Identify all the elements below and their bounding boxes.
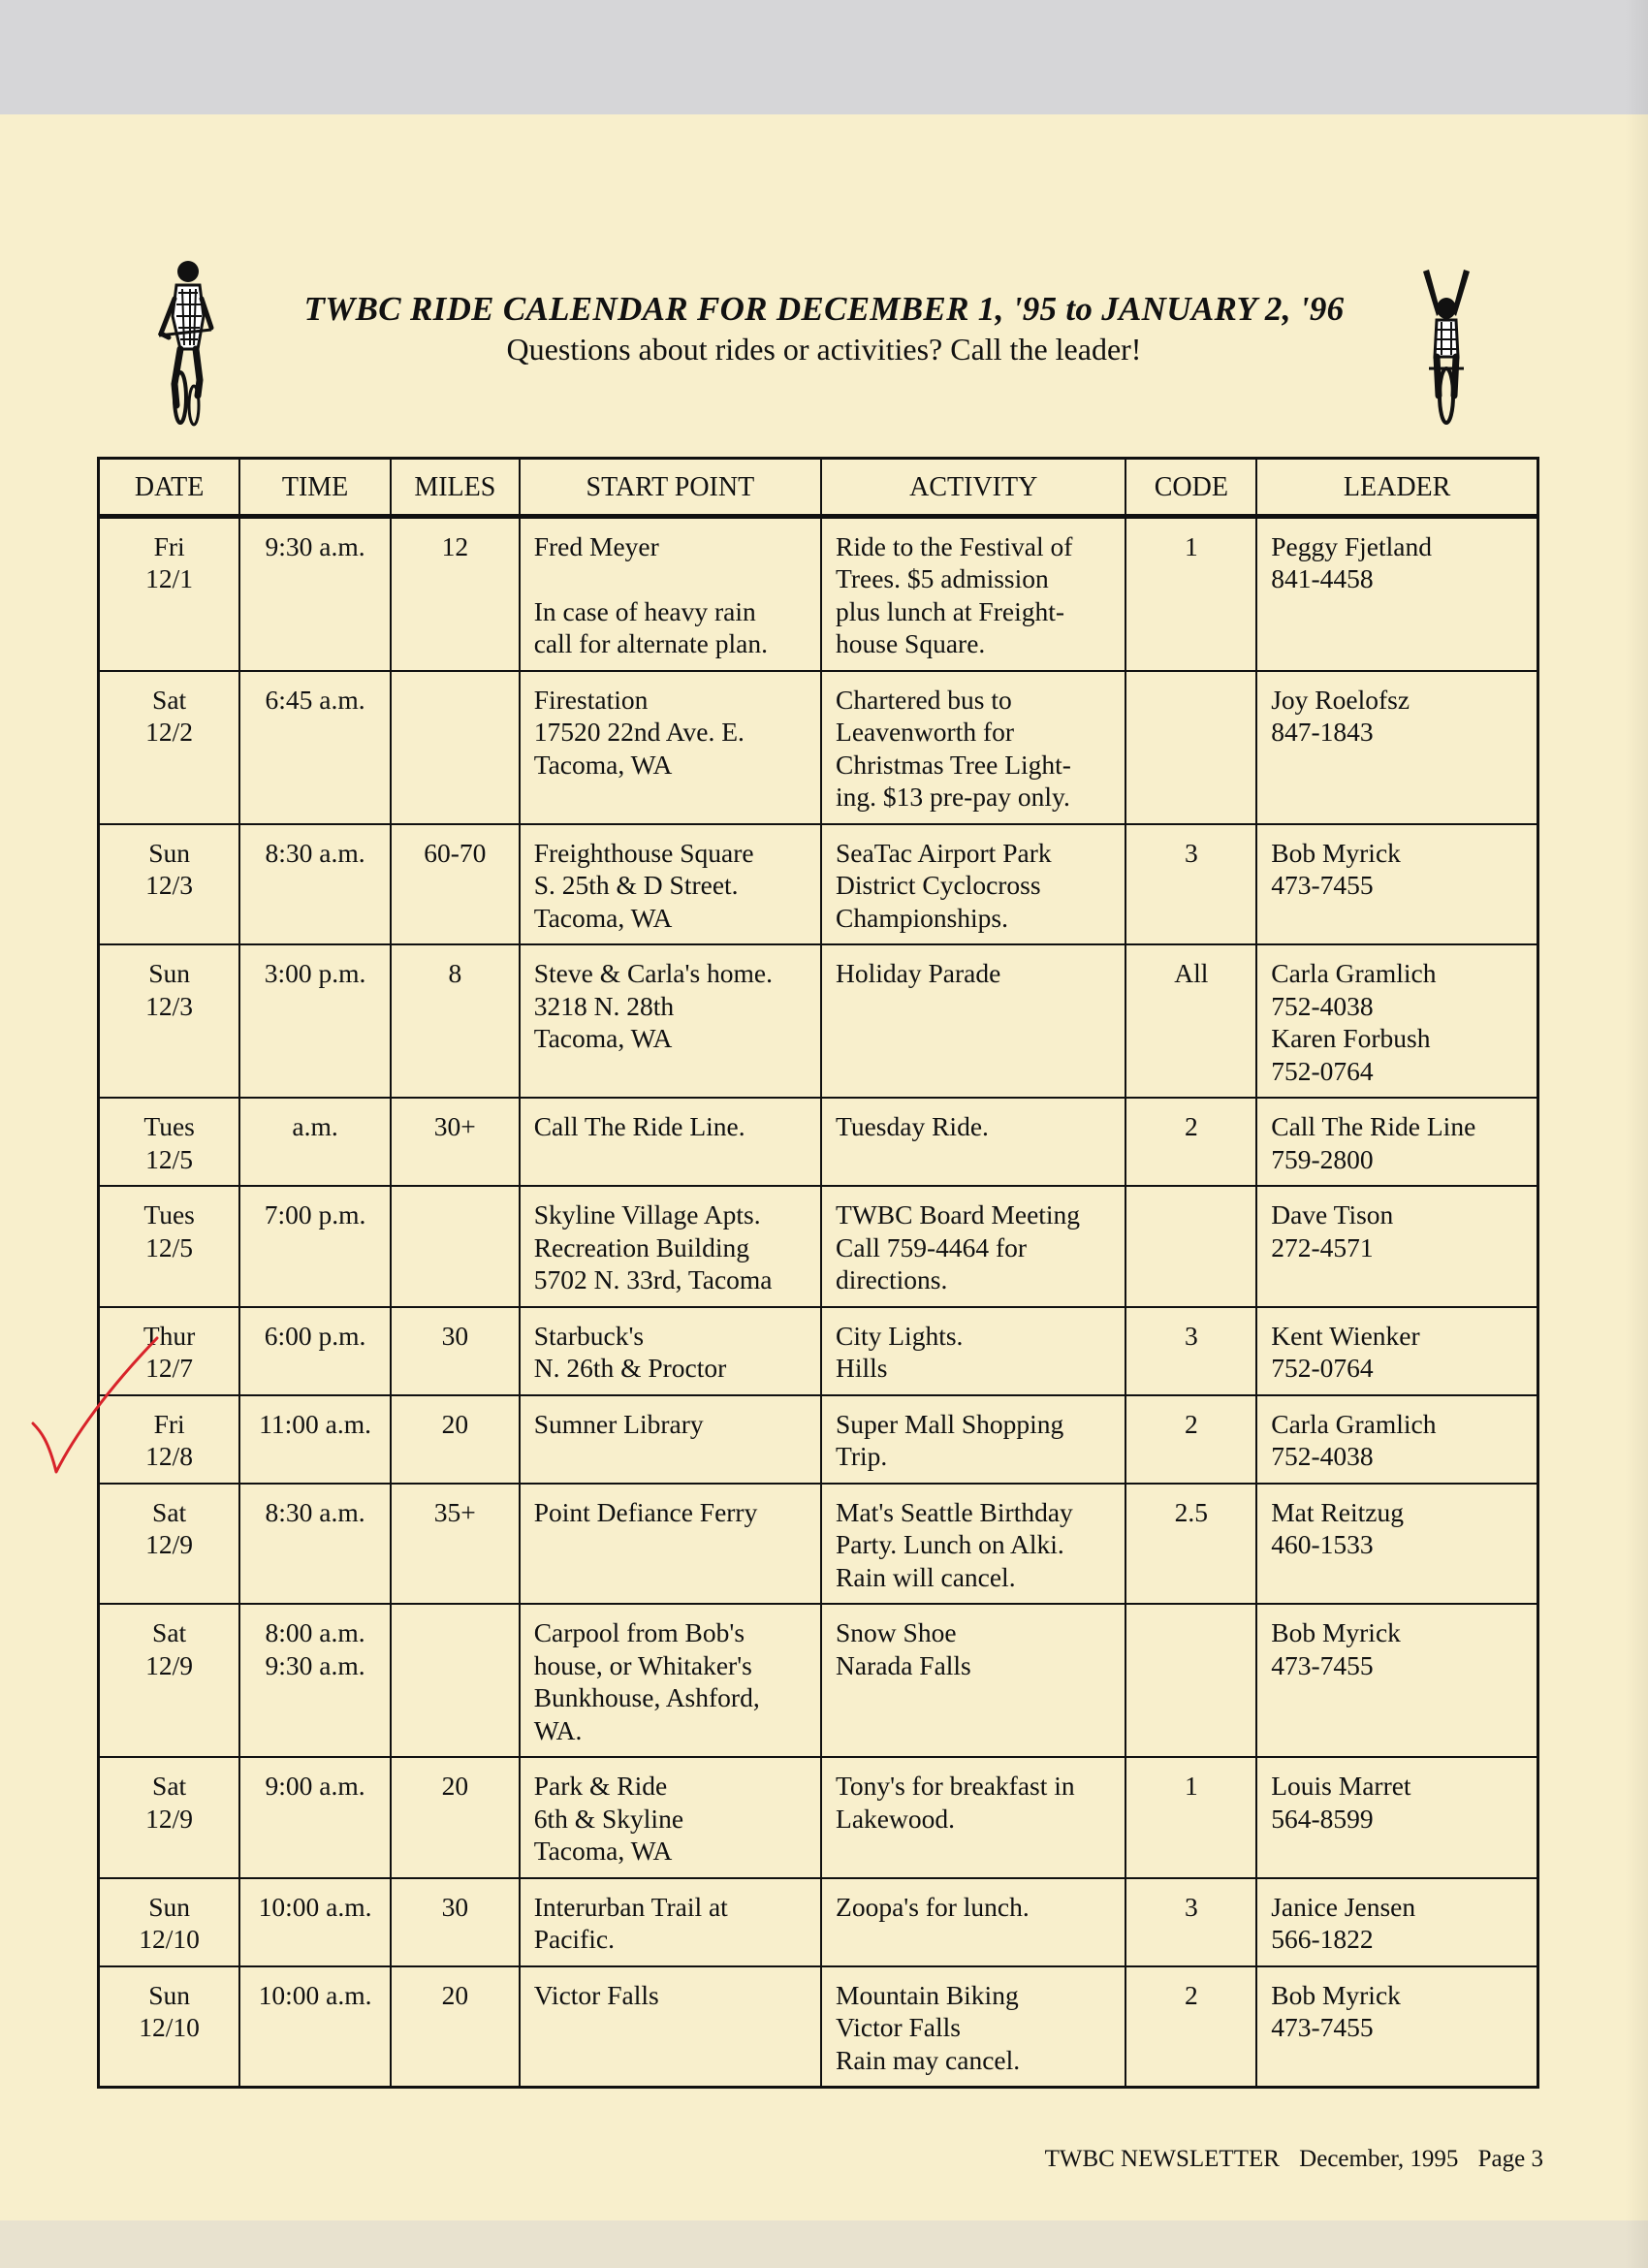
activity-cell: Mountain Biking Victor Falls Rain may cancel.: [821, 1966, 1125, 2088]
activity-cell: SeaTac Airport Park District Cyclocross Championships.: [821, 824, 1125, 945]
calendar-subtitle: Questions about rides or activities? Call the leader!: [506, 332, 1142, 367]
date-cell: Tues 12/5: [99, 1186, 240, 1307]
code-cell: 3: [1125, 824, 1256, 945]
column-header-miles: MILES: [391, 459, 520, 517]
date-cell: Fri 12/8: [99, 1395, 240, 1484]
miles-cell: [391, 671, 520, 824]
leader-cell: Joy Roelofsz 847-1843: [1256, 671, 1537, 824]
time-cell: 8:00 a.m. 9:30 a.m.: [239, 1604, 391, 1757]
ride-calendar-table: [97, 457, 1539, 2089]
activity-cell: Ride to the Festival of Trees. $5 admission plus lunch at Freight- house Square.: [821, 516, 1125, 671]
time-cell: 8:30 a.m.: [239, 824, 391, 945]
table-row: [99, 1484, 1538, 1605]
date-cell: Sat 12/9: [99, 1757, 240, 1878]
table-row: [99, 1878, 1538, 1966]
leader-cell: Bob Myrick 473-7455: [1256, 1604, 1537, 1757]
start-point-cell: Sumner Library: [520, 1395, 821, 1484]
miles-cell: 30: [391, 1307, 520, 1395]
activity-cell: Super Mall Shopping Trip.: [821, 1395, 1125, 1484]
miles-cell: 35+: [391, 1484, 520, 1605]
start-point-cell: [520, 516, 821, 671]
time-cell: 3:00 p.m.: [239, 944, 391, 1098]
code-cell: 2.5: [1125, 1484, 1256, 1605]
miles-cell: 20: [391, 1395, 520, 1484]
miles-cell: 20: [391, 1966, 520, 2088]
code-cell: All: [1125, 944, 1256, 1098]
time-cell: 8:30 a.m.: [239, 1484, 391, 1605]
date-cell: Sat 12/2: [99, 671, 240, 824]
date-cell: Sun 12/10: [99, 1878, 240, 1966]
leader-cell: Carla Gramlich 752-4038 Karen Forbush 752-0764: [1256, 944, 1537, 1098]
start-point-cell: Point Defiance Ferry: [520, 1484, 821, 1605]
time-cell: 6:45 a.m.: [239, 671, 391, 824]
table-row: [99, 671, 1538, 824]
miles-cell: 20: [391, 1757, 520, 1878]
time-cell: 11:00 a.m.: [239, 1395, 391, 1484]
start-point-cell: Carpool from Bob's house, or Whitaker's Bunkhouse, Ashford, WA.: [520, 1604, 821, 1757]
activity-cell: Zoopa's for lunch.: [821, 1878, 1125, 1966]
activity-cell: Tony's for breakfast in Lakewood.: [821, 1757, 1125, 1878]
code-cell: 2: [1125, 1966, 1256, 2088]
code-cell: 2: [1125, 1395, 1256, 1484]
start-point-cell: Freighthouse Square S. 25th & D Street. Tacoma, WA: [520, 824, 821, 945]
start-point-cell: Victor Falls: [520, 1966, 821, 2088]
table-row: [99, 1186, 1538, 1307]
column-header-leader: LEADER: [1256, 459, 1537, 517]
footer-newsletter-name: TWBC NEWSLETTER: [1044, 2146, 1280, 2172]
column-header-activity: ACTIVITY: [821, 459, 1125, 517]
activity-cell: Holiday Parade: [821, 944, 1125, 1098]
table-header-row: [99, 459, 1538, 517]
leader-cell: Carla Gramlich 752-4038: [1256, 1395, 1537, 1484]
table-row: [99, 1966, 1538, 2088]
leader-cell: Dave Tison 272-4571: [1256, 1186, 1537, 1307]
activity-cell: Mat's Seattle Birthday Party. Lunch on Alki. Rain will cancel.: [821, 1484, 1125, 1605]
leader-cell: Peggy Fjetland 841-4458: [1256, 516, 1537, 671]
miles-cell: 60-70: [391, 824, 520, 945]
column-header-start-point: START POINT: [520, 459, 821, 517]
footer-page-number: Page 3: [1477, 2146, 1543, 2172]
time-cell: 9:00 a.m.: [239, 1757, 391, 1878]
calendar-title: TWBC RIDE CALENDAR FOR DECEMBER 1, '95 to JANUARY 2, '96: [303, 290, 1345, 328]
date-cell: Sun 12/3: [99, 944, 240, 1098]
page-right-shadow: [1625, 0, 1648, 2268]
leader-cell: Bob Myrick 473-7455: [1256, 824, 1537, 945]
table-row: [99, 1098, 1538, 1186]
leader-cell: Call The Ride Line 759-2800: [1256, 1098, 1537, 1186]
leader-cell: Mat Reitzug 460-1533: [1256, 1484, 1537, 1605]
start-point-cell: Starbuck's N. 26th & Proctor: [520, 1307, 821, 1395]
table-row: [99, 1307, 1538, 1395]
start-point-cell: Firestation 17520 22nd Ave. E. Tacoma, WA: [520, 671, 821, 824]
column-header-time: TIME: [239, 459, 391, 517]
miles-cell: 30: [391, 1878, 520, 1966]
miles-cell: 8: [391, 944, 520, 1098]
table-row: [99, 516, 1538, 671]
cyclist-arms-raised-icon: [1417, 268, 1475, 425]
miles-cell: 30+: [391, 1098, 520, 1186]
time-cell: 9:30 a.m.: [239, 516, 391, 671]
table-row: [99, 1757, 1538, 1878]
start-point-cell: Park & Ride 6th & Skyline Tacoma, WA: [520, 1757, 821, 1878]
time-cell: 6:00 p.m.: [239, 1307, 391, 1395]
date-cell: Sun 12/3: [99, 824, 240, 945]
table-row: [99, 944, 1538, 1098]
miles-cell: [391, 1604, 520, 1757]
table-row: [99, 824, 1538, 945]
leader-cell: Kent Wienker 752-0764: [1256, 1307, 1537, 1395]
page-bottom-edge: [0, 2220, 1648, 2268]
start-point-cell: Skyline Village Apts. Recreation Building 5702 N. 33rd, Tacoma: [520, 1186, 821, 1307]
code-cell: 1: [1125, 1757, 1256, 1878]
table-row: [99, 1395, 1538, 1484]
column-header-date: DATE: [99, 459, 240, 517]
date-cell: Sun 12/10: [99, 1966, 240, 2088]
code-cell: 3: [1125, 1878, 1256, 1966]
cyclist-riding-icon: [155, 260, 215, 427]
start-point-cell: Interurban Trail at Pacific.: [520, 1878, 821, 1966]
time-cell: 7:00 p.m.: [239, 1186, 391, 1307]
start-point-cell: Steve & Carla's home. 3218 N. 28th Tacoma, WA: [520, 944, 821, 1098]
activity-cell: City Lights. Hills: [821, 1307, 1125, 1395]
code-cell: 2: [1125, 1098, 1256, 1186]
code-cell: [1125, 1604, 1256, 1757]
date-cell: Fri 12/1: [99, 516, 240, 671]
calendar-header: [223, 289, 1425, 368]
start-point-note: In case of heavy rain call for alternate plan.: [533, 595, 768, 658]
code-cell: 3: [1125, 1307, 1256, 1395]
date-cell: Tues 12/5: [99, 1098, 240, 1186]
date-cell: Sat 12/9: [99, 1604, 240, 1757]
start-point-text: Fred Meyer: [533, 530, 659, 561]
activity-cell: Tuesday Ride.: [821, 1098, 1125, 1186]
leader-cell: Louis Marret 564-8599: [1256, 1757, 1537, 1878]
code-cell: [1125, 671, 1256, 824]
activity-cell: TWBC Board Meeting Call 759-4464 for directions.: [821, 1186, 1125, 1307]
footer-date: December, 1995: [1299, 2146, 1459, 2172]
start-point-cell: Call The Ride Line.: [520, 1098, 821, 1186]
handwritten-checkmark-icon: [27, 1330, 163, 1476]
activity-cell: Chartered bus to Leavenworth for Christmas Tree Light- ing. $13 pre-pay only.: [821, 671, 1125, 824]
column-header-code: CODE: [1125, 459, 1256, 517]
time-cell: 10:00 a.m.: [239, 1878, 391, 1966]
activity-cell: Snow Shoe Narada Falls: [821, 1604, 1125, 1757]
code-cell: 1: [1125, 516, 1256, 671]
miles-cell: 12: [391, 516, 520, 671]
leader-cell: Janice Jensen 566-1822: [1256, 1878, 1537, 1966]
time-cell: 10:00 a.m.: [239, 1966, 391, 2088]
date-cell: Thur 12/7: [99, 1307, 240, 1395]
miles-cell: [391, 1186, 520, 1307]
time-cell: a.m.: [239, 1098, 391, 1186]
table-row: [99, 1604, 1538, 1757]
date-cell: Sat 12/9: [99, 1484, 240, 1605]
page-footer: [1031, 2146, 1543, 2173]
leader-cell: Bob Myrick 473-7455: [1256, 1966, 1537, 2088]
code-cell: [1125, 1186, 1256, 1307]
